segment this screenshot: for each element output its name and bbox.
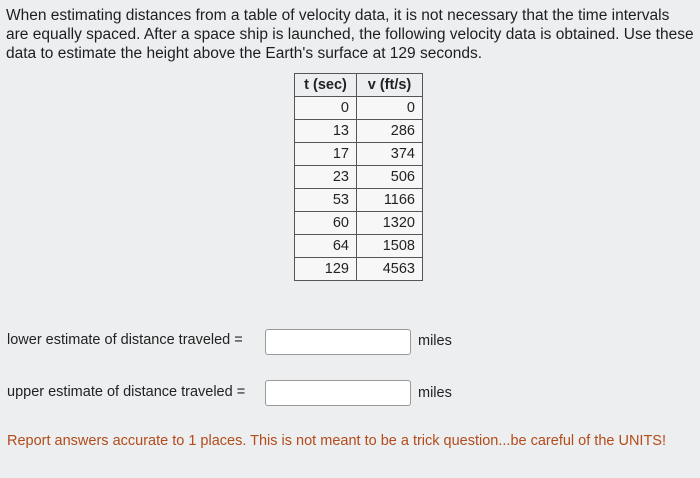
time-cell: 64 (295, 235, 357, 258)
time-cell: 13 (295, 120, 357, 143)
table-row (295, 97, 423, 120)
question-prompt: When estimating distances from a table of velocity data, it is not necessary that the time intervals are equally spaced. After a space ship is launched, the following velocity data is obtained. Use these data to estimate the height above the Earth's surface at 129 seconds. (6, 7, 694, 62)
time-cell: 129 (295, 258, 357, 281)
upper-estimate-input[interactable] (265, 380, 411, 406)
time-cell: 60 (295, 212, 357, 235)
table-row (295, 120, 423, 143)
table-row (295, 166, 423, 189)
time-cell: 23 (295, 166, 357, 189)
velocity-cell: 374 (357, 143, 423, 166)
time-column-header: t (sec) (295, 74, 357, 97)
time-cell: 0 (295, 97, 357, 120)
lower-estimate-input[interactable] (265, 329, 411, 355)
upper-estimate-unit: miles (418, 385, 452, 401)
lower-estimate-label: lower estimate of distance traveled = (7, 332, 243, 348)
velocity-cell: 0 (357, 97, 423, 120)
table-row (295, 143, 423, 166)
velocity-cell: 1508 (357, 235, 423, 258)
table-row (295, 258, 423, 281)
lower-estimate-unit: miles (418, 333, 452, 349)
table-row (295, 212, 423, 235)
velocity-cell: 506 (357, 166, 423, 189)
velocity-cell: 1320 (357, 212, 423, 235)
velocity-cell: 286 (357, 120, 423, 143)
upper-estimate-label: upper estimate of distance traveled = (7, 384, 246, 400)
time-cell: 53 (295, 189, 357, 212)
instructions-note: Report answers accurate to 1 places. This is not meant to be a trick question...be careful of the UNITS! (7, 433, 666, 449)
table-row (295, 235, 423, 258)
velocity-table (294, 73, 423, 281)
velocity-column-header: v (ft/s) (357, 74, 423, 97)
table-row (295, 189, 423, 212)
velocity-cell: 4563 (357, 258, 423, 281)
velocity-cell: 1166 (357, 189, 423, 212)
time-cell: 17 (295, 143, 357, 166)
table-header-row (295, 74, 423, 97)
